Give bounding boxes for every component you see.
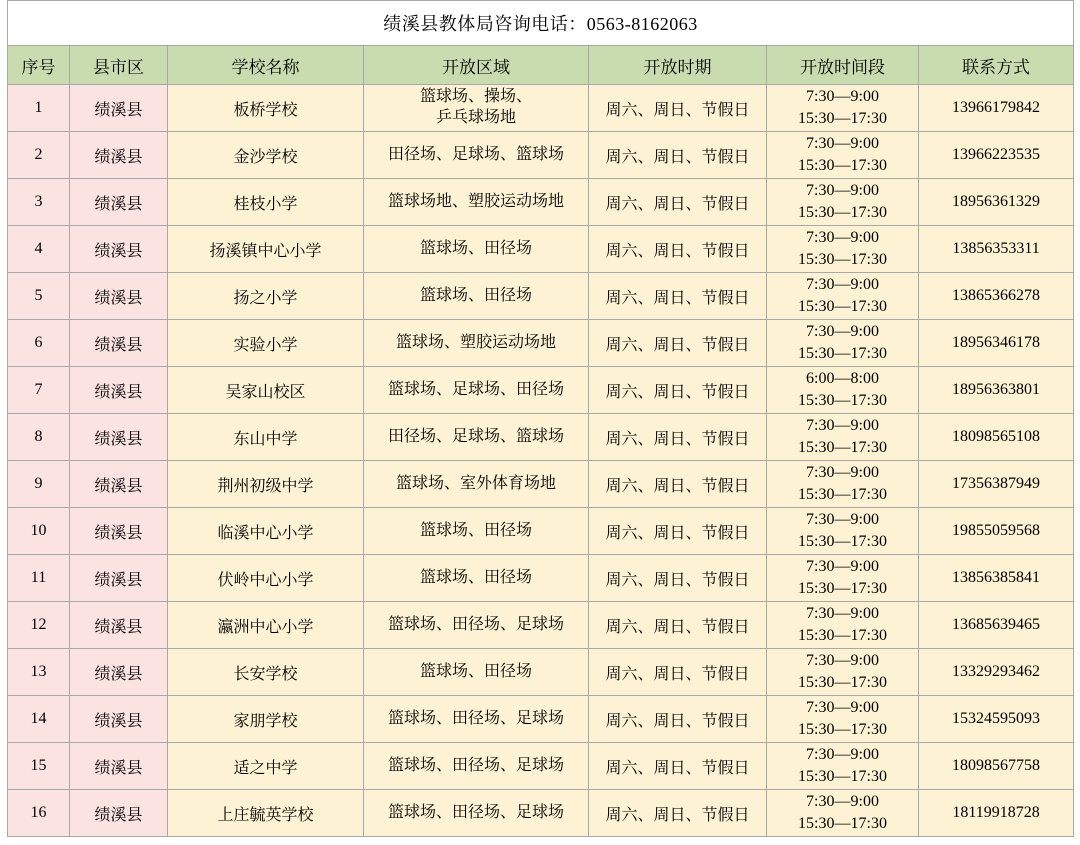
time-line: 6:00—8:00 — [806, 370, 879, 388]
cell-time — [767, 743, 919, 790]
cell-area: 绩溪县 — [70, 273, 168, 320]
cell-time — [767, 790, 919, 837]
cell-time — [767, 461, 919, 508]
time-line: 15:30—17:30 — [798, 815, 887, 832]
column-header-school: 学校名称 — [168, 46, 364, 85]
time-line: 15:30—17:30 — [798, 392, 887, 409]
cell-date: 周六、周日、节假日 — [589, 132, 767, 179]
cell-zone — [364, 790, 589, 837]
table-row — [8, 743, 1074, 790]
document-title: 绩溪县教体局咨询电话：0563-8162063 — [8, 1, 1074, 46]
zone-lines — [364, 286, 588, 307]
cell-index: 15 — [8, 743, 70, 790]
zone-line: 篮球场、田径场、足球场 — [387, 803, 564, 821]
cell-school: 家朋学校 — [168, 696, 364, 743]
zone-lines — [364, 427, 588, 448]
time-line: 15:30—17:30 — [798, 768, 887, 785]
zone-lines — [364, 145, 588, 166]
title-row — [8, 1, 1074, 46]
cell-school: 桂枝小学 — [168, 179, 364, 226]
cell-index: 10 — [8, 508, 70, 555]
cell-area: 绩溪县 — [70, 367, 168, 414]
zone-line: 篮球场、塑胶运动场地 — [395, 333, 556, 351]
zone-lines — [364, 756, 588, 777]
cell-zone — [364, 226, 589, 273]
table-row — [8, 696, 1074, 743]
cell-date: 周六、周日、节假日 — [589, 649, 767, 696]
cell-area: 绩溪县 — [70, 649, 168, 696]
cell-date: 周六、周日、节假日 — [589, 743, 767, 790]
table-row — [8, 461, 1074, 508]
time-line: 15:30—17:30 — [798, 251, 887, 268]
cell-date: 周六、周日、节假日 — [589, 461, 767, 508]
table-body — [8, 1, 1074, 837]
time-line: 15:30—17:30 — [798, 298, 887, 315]
cell-index: 16 — [8, 790, 70, 837]
table-row — [8, 649, 1074, 696]
cell-zone — [364, 414, 589, 461]
cell-zone — [364, 273, 589, 320]
time-line: 7:30—9:00 — [806, 88, 879, 106]
cell-index: 12 — [8, 602, 70, 649]
time-line: 15:30—17:30 — [798, 580, 887, 597]
zone-line: 篮球场、田径场、足球场 — [387, 756, 564, 774]
cell-index: 13 — [8, 649, 70, 696]
table-row — [8, 85, 1074, 132]
cell-school: 扬之小学 — [168, 273, 364, 320]
cell-school: 伏岭中心小学 — [168, 555, 364, 602]
cell-time — [767, 179, 919, 226]
cell-time — [767, 555, 919, 602]
time-line: 15:30—17:30 — [798, 533, 887, 550]
cell-school: 扬溪镇中心小学 — [168, 226, 364, 273]
cell-date: 周六、周日、节假日 — [589, 555, 767, 602]
time-line: 7:30—9:00 — [806, 323, 879, 341]
zone-line: 篮球场、田径场 — [419, 662, 532, 680]
cell-area: 绩溪县 — [70, 179, 168, 226]
school-open-table — [7, 0, 1074, 837]
table-row — [8, 132, 1074, 179]
zone-line: 田径场、足球场、篮球场 — [387, 427, 564, 445]
cell-area: 绩溪县 — [70, 85, 168, 132]
zone-lines — [364, 87, 588, 129]
cell-area: 绩溪县 — [70, 790, 168, 837]
cell-index: 14 — [8, 696, 70, 743]
zone-lines — [364, 709, 588, 730]
time-line: 7:30—9:00 — [806, 699, 879, 717]
cell-zone — [364, 85, 589, 132]
cell-area: 绩溪县 — [70, 461, 168, 508]
cell-index: 5 — [8, 273, 70, 320]
cell-date: 周六、周日、节假日 — [589, 602, 767, 649]
cell-school: 上庄毓英学校 — [168, 790, 364, 837]
time-line: 7:30—9:00 — [806, 182, 879, 200]
cell-school: 荆州初级中学 — [168, 461, 364, 508]
cell-index: 9 — [8, 461, 70, 508]
cell-date: 周六、周日、节假日 — [589, 226, 767, 273]
table-row — [8, 179, 1074, 226]
cell-time — [767, 649, 919, 696]
table-row — [8, 790, 1074, 837]
cell-zone — [364, 743, 589, 790]
zone-lines — [364, 662, 588, 683]
table-row — [8, 414, 1074, 461]
time-line: 7:30—9:00 — [806, 746, 879, 764]
cell-contact: 13856353311 — [919, 226, 1074, 273]
cell-contact: 18098567758 — [919, 743, 1074, 790]
cell-zone — [364, 508, 589, 555]
cell-index: 2 — [8, 132, 70, 179]
header-row — [8, 46, 1074, 85]
cell-area: 绩溪县 — [70, 414, 168, 461]
zone-lines — [364, 521, 588, 542]
time-line: 7:30—9:00 — [806, 558, 879, 576]
cell-time — [767, 273, 919, 320]
column-header-date: 开放时期 — [589, 46, 767, 85]
zone-line: 篮球场、田径场 — [419, 521, 532, 539]
table-row — [8, 555, 1074, 602]
cell-time — [767, 414, 919, 461]
table-row — [8, 367, 1074, 414]
cell-index: 7 — [8, 367, 70, 414]
cell-index: 1 — [8, 85, 70, 132]
cell-school: 临溪中心小学 — [168, 508, 364, 555]
cell-time — [767, 508, 919, 555]
zone-line: 篮球场、田径场 — [419, 286, 532, 304]
time-line: 7:30—9:00 — [806, 229, 879, 247]
time-line: 7:30—9:00 — [806, 135, 879, 153]
time-line: 15:30—17:30 — [798, 674, 887, 691]
time-line: 15:30—17:30 — [798, 345, 887, 362]
time-line: 15:30—17:30 — [798, 110, 887, 127]
cell-index: 6 — [8, 320, 70, 367]
cell-school: 东山中学 — [168, 414, 364, 461]
column-header-time: 开放时间段 — [767, 46, 919, 85]
cell-contact: 15324595093 — [919, 696, 1074, 743]
cell-zone — [364, 649, 589, 696]
zone-lines — [364, 380, 588, 401]
cell-contact: 13966223535 — [919, 132, 1074, 179]
cell-date: 周六、周日、节假日 — [589, 696, 767, 743]
cell-contact: 13966179842 — [919, 85, 1074, 132]
cell-time — [767, 85, 919, 132]
time-line: 15:30—17:30 — [798, 204, 887, 221]
cell-date: 周六、周日、节假日 — [589, 85, 767, 132]
zone-line: 篮球场、足球场、田径场 — [387, 380, 564, 398]
time-line: 15:30—17:30 — [798, 627, 887, 644]
zone-line: 篮球场地、塑胶运动场地 — [387, 192, 564, 210]
cell-contact: 18956363801 — [919, 367, 1074, 414]
cell-contact: 18098565108 — [919, 414, 1074, 461]
cell-contact: 13685639465 — [919, 602, 1074, 649]
cell-index: 3 — [8, 179, 70, 226]
zone-lines — [364, 803, 588, 824]
zone-lines — [364, 568, 588, 589]
cell-zone — [364, 179, 589, 226]
cell-contact: 18119918728 — [919, 790, 1074, 837]
cell-date: 周六、周日、节假日 — [589, 790, 767, 837]
cell-contact: 13329293462 — [919, 649, 1074, 696]
zone-lines — [364, 239, 588, 260]
cell-school: 长安学校 — [168, 649, 364, 696]
cell-school: 瀛洲中心小学 — [168, 602, 364, 649]
zone-line: 篮球场、田径场、足球场 — [387, 615, 564, 633]
cell-date: 周六、周日、节假日 — [589, 273, 767, 320]
cell-contact: 13865366278 — [919, 273, 1074, 320]
time-line: 7:30—9:00 — [806, 276, 879, 294]
zone-line: 篮球场、田径场 — [419, 568, 532, 586]
column-header-contact: 联系方式 — [919, 46, 1074, 85]
cell-zone — [364, 555, 589, 602]
cell-zone — [364, 367, 589, 414]
cell-school: 板桥学校 — [168, 85, 364, 132]
cell-time — [767, 696, 919, 743]
table-row — [8, 602, 1074, 649]
zone-lines — [364, 333, 588, 354]
time-line: 15:30—17:30 — [798, 721, 887, 738]
cell-area: 绩溪县 — [70, 743, 168, 790]
time-line: 7:30—9:00 — [806, 605, 879, 623]
cell-school: 实验小学 — [168, 320, 364, 367]
table-row — [8, 226, 1074, 273]
time-line: 15:30—17:30 — [798, 157, 887, 174]
time-line: 15:30—17:30 — [798, 439, 887, 456]
cell-zone — [364, 696, 589, 743]
cell-date: 周六、周日、节假日 — [589, 367, 767, 414]
cell-area: 绩溪县 — [70, 320, 168, 367]
cell-zone — [364, 320, 589, 367]
cell-school: 吴家山校区 — [168, 367, 364, 414]
table-row — [8, 508, 1074, 555]
cell-school: 适之中学 — [168, 743, 364, 790]
cell-time — [767, 602, 919, 649]
cell-time — [767, 132, 919, 179]
cell-date: 周六、周日、节假日 — [589, 320, 767, 367]
zone-line: 篮球场、操场、 — [419, 88, 532, 106]
column-header-area: 县市区 — [70, 46, 168, 85]
cell-area: 绩溪县 — [70, 602, 168, 649]
cell-date: 周六、周日、节假日 — [589, 414, 767, 461]
zone-line: 乒乓球场地 — [435, 109, 516, 126]
table-row — [8, 320, 1074, 367]
cell-date: 周六、周日、节假日 — [589, 508, 767, 555]
cell-contact: 18956346178 — [919, 320, 1074, 367]
zone-line: 篮球场、室外体育场地 — [395, 474, 556, 492]
cell-contact: 18956361329 — [919, 179, 1074, 226]
cell-zone — [364, 602, 589, 649]
time-line: 7:30—9:00 — [806, 417, 879, 435]
zone-line: 篮球场、田径场、足球场 — [387, 709, 564, 727]
time-line: 15:30—17:30 — [798, 486, 887, 503]
cell-area: 绩溪县 — [70, 508, 168, 555]
time-line: 7:30—9:00 — [806, 511, 879, 529]
cell-zone — [364, 461, 589, 508]
cell-area: 绩溪县 — [70, 132, 168, 179]
cell-index: 8 — [8, 414, 70, 461]
column-header-zone: 开放区域 — [364, 46, 589, 85]
zone-line: 篮球场、田径场 — [419, 239, 532, 257]
cell-time — [767, 226, 919, 273]
cell-contact: 17356387949 — [919, 461, 1074, 508]
cell-index: 4 — [8, 226, 70, 273]
cell-area: 绩溪县 — [70, 226, 168, 273]
cell-school: 金沙学校 — [168, 132, 364, 179]
zone-lines — [364, 474, 588, 495]
cell-time — [767, 367, 919, 414]
zone-lines — [364, 192, 588, 213]
cell-contact: 19855059568 — [919, 508, 1074, 555]
cell-time — [767, 320, 919, 367]
time-line: 7:30—9:00 — [806, 464, 879, 482]
cell-date: 周六、周日、节假日 — [589, 179, 767, 226]
time-line: 7:30—9:00 — [806, 652, 879, 670]
cell-area: 绩溪县 — [70, 696, 168, 743]
cell-index: 11 — [8, 555, 70, 602]
column-header-index: 序号 — [8, 46, 70, 85]
zone-lines — [364, 615, 588, 636]
cell-area: 绩溪县 — [70, 555, 168, 602]
cell-contact: 13856385841 — [919, 555, 1074, 602]
zone-line: 田径场、足球场、篮球场 — [387, 145, 564, 163]
cell-zone — [364, 132, 589, 179]
time-line: 7:30—9:00 — [806, 793, 879, 811]
table-row — [8, 273, 1074, 320]
